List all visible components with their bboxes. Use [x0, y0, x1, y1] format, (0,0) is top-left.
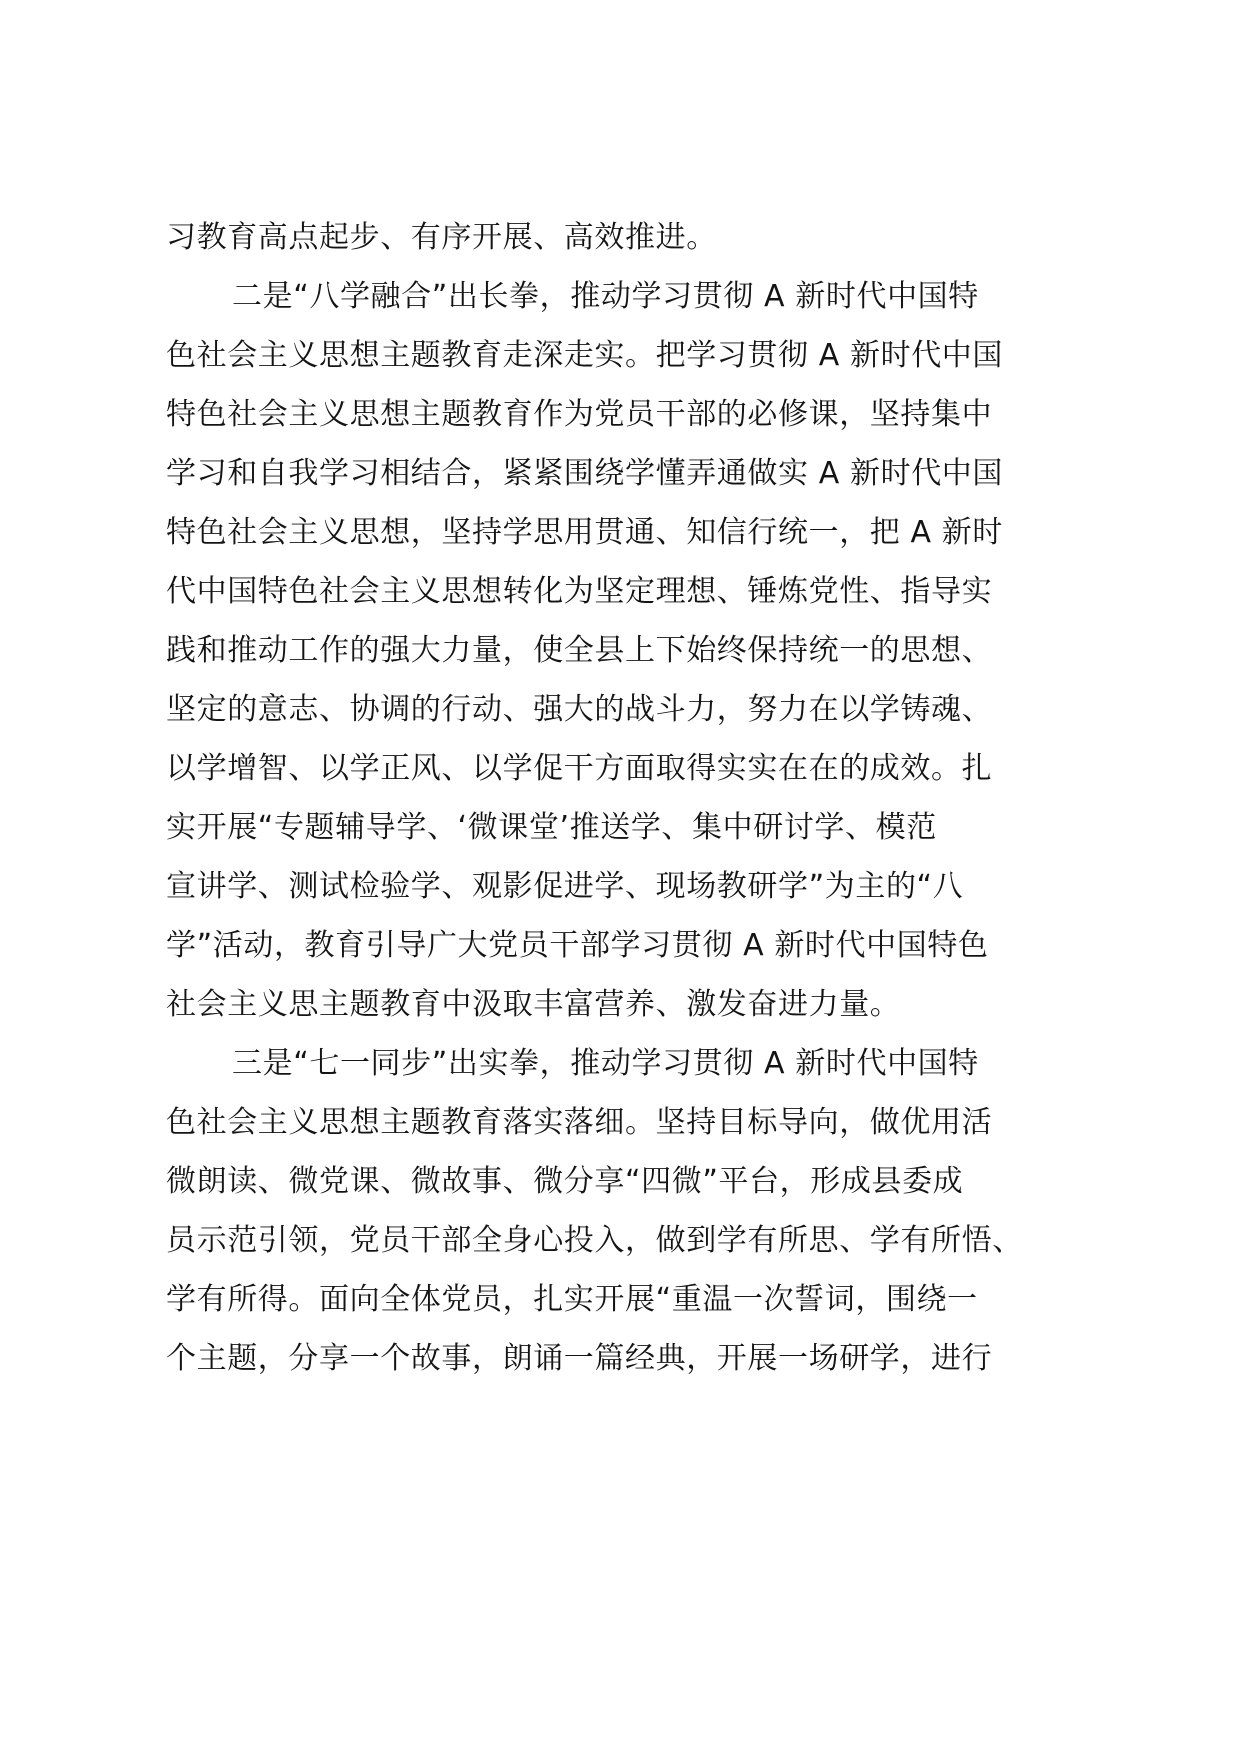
- text-line-9: 坚定的意志、协调的行动、强大的战斗力，努力在以学铸魂、: [166, 692, 993, 727]
- text-line-4: 特色社会主义思想主题教育作为党员干部的必修课，坚持集中: [166, 397, 993, 432]
- text-line-20: 个主题，分享一个故事，朗诵一篇经典，开展一场研学，进行: [166, 1341, 993, 1376]
- text-line-3: 色社会主义思想主题教育走深走实。把学习贯彻 A 新时代中国: [166, 338, 1003, 373]
- text-line-17: 微朗读、微党课、微故事、微分享“四微”平台，形成县委成: [166, 1164, 964, 1199]
- text-line-6: 特色社会主义思想，坚持学思用贯通、知信行统一，把 A 新时: [166, 515, 1003, 550]
- text-line-12: 宣讲学、测试检验学、观影促进学、现场教研学”为主的“八: [166, 869, 964, 904]
- text-line-5: 学习和自我学习相结合，紧紧围绕学懂弄通做实 A 新时代中国: [166, 456, 1003, 491]
- text-line-1: 习教育高点起步、有序开展、高效推进。: [166, 220, 717, 255]
- paragraph-2-start: 二是“八学融合”出长拳，推动学习贯彻 A 新时代中国特: [232, 279, 979, 314]
- text-line-19: 学有所得。面向全体党员，扎实开展“重温一次誓词，围绕一: [166, 1282, 978, 1317]
- text-line-8: 践和推动工作的强大力量，使全县上下始终保持统一的思想、: [166, 633, 993, 668]
- paragraph-3-start: 三是“七一同步”出实拳，推动学习贯彻 A 新时代中国特: [232, 1046, 979, 1081]
- text-line-7: 代中国特色社会主义思想转化为坚定理想、锤炼党性、指导实: [166, 574, 993, 609]
- text-line-13: 学”活动，教育引导广大党员干部学习贯彻 A 新时代中国特色: [166, 928, 989, 963]
- text-line-18: 员示范引领，党员干部全身心投入，做到学有所思、学有所悟、: [166, 1223, 1023, 1258]
- text-line-14: 社会主义思主题教育中汲取丰富营养、激发奋进力量。: [166, 987, 901, 1022]
- text-line-16: 色社会主义思想主题教育落实落细。坚持目标导向，做优用活: [166, 1105, 993, 1140]
- text-line-11: 实开展“专题辅导学、‘微课堂’推送学、集中研讨学、模范: [166, 810, 937, 845]
- text-line-10: 以学增智、以学正风、以学促干方面取得实实在在的成效。扎: [166, 751, 993, 786]
